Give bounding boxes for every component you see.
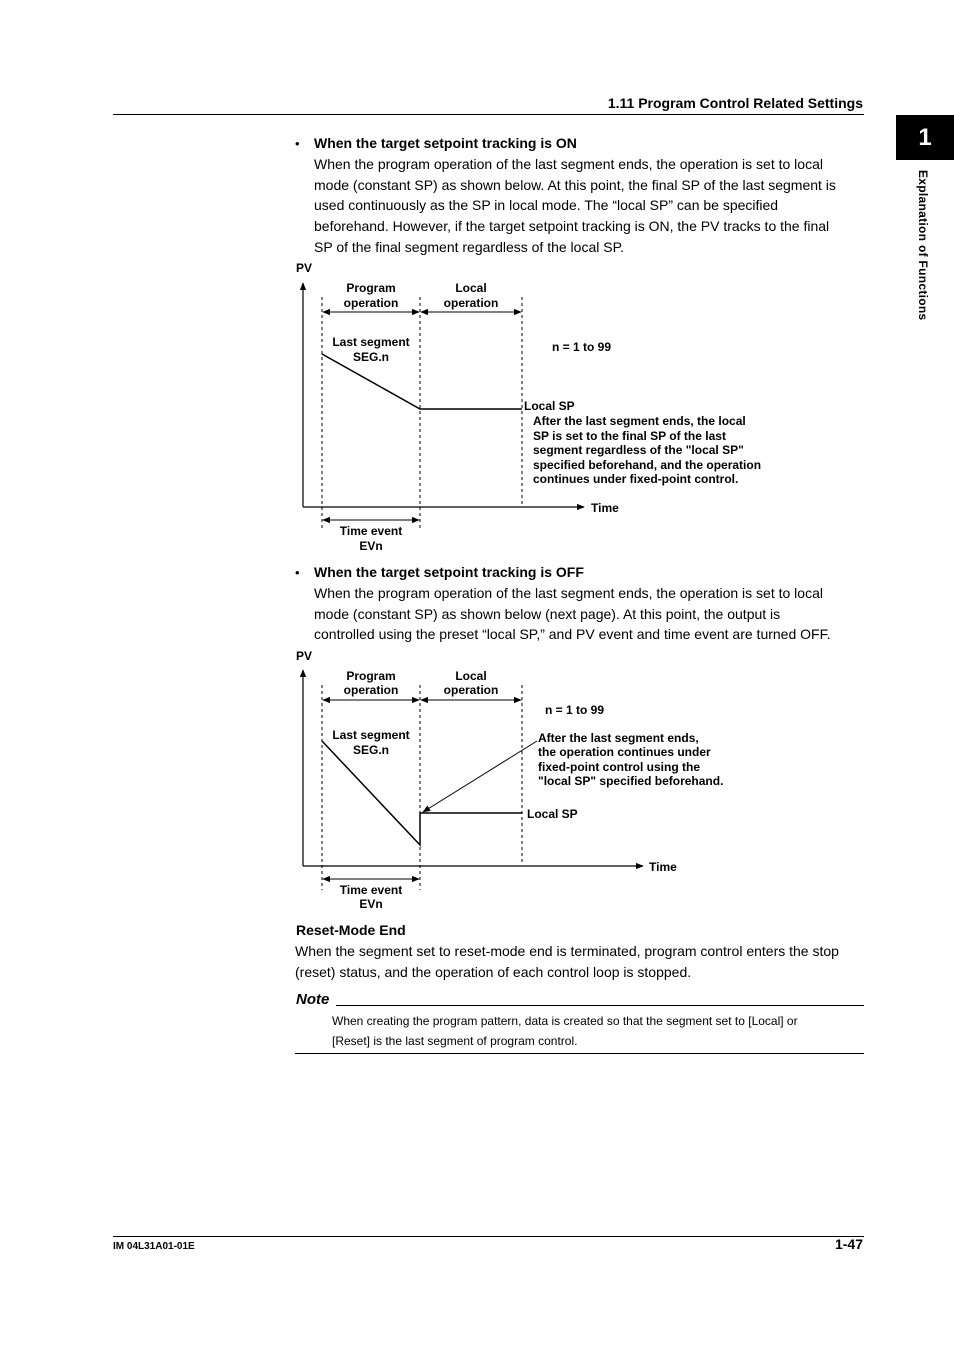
- callout-text: SP is set to the final SP of the last: [533, 429, 726, 443]
- document-id: IM 04L31A01-01E: [113, 1241, 195, 1252]
- reset-mode-heading: Reset-Mode End: [296, 922, 406, 938]
- program-operation-label: operation: [343, 683, 399, 697]
- callout-text: "local SP" specified beforehand.: [538, 774, 724, 788]
- section-title: 1.11 Program Control Related Settings: [607, 95, 863, 111]
- bullet: •: [295, 136, 300, 151]
- callout-arrow: [423, 741, 537, 812]
- time-event-label: Time event: [339, 524, 403, 538]
- footer-rule: [113, 1236, 864, 1237]
- tracking-off-heading: When the target setpoint tracking is OFF: [314, 564, 584, 580]
- time-axis-label: Time: [591, 501, 619, 515]
- callout-text: segment regardless of the "local SP": [533, 443, 744, 457]
- chapter-side-label: Explanation of Functions: [916, 170, 930, 321]
- last-segment-label: Last segment: [332, 335, 410, 349]
- bullet: •: [295, 565, 300, 580]
- time-event-label: EVn: [359, 897, 383, 911]
- local-operation-label: operation: [443, 296, 499, 310]
- header-rule: [113, 114, 864, 115]
- note-rule: [336, 1005, 864, 1006]
- callout-text: specified beforehand, and the operation: [533, 458, 762, 472]
- note-title: Note: [296, 991, 330, 1008]
- tracking-on-heading: When the target setpoint tracking is ON: [314, 135, 577, 151]
- last-segment-label: SEG.n: [352, 350, 390, 364]
- program-operation-label: Program: [346, 281, 396, 295]
- callout-text: the operation continues under: [538, 745, 711, 759]
- local-operation-label: Local: [455, 669, 487, 683]
- callout-text: After the last segment ends,: [538, 731, 699, 745]
- last-segment-label: SEG.n: [352, 743, 390, 757]
- tracking-off-paragraph: When the program operation of the last segment ends, the operation is set to local mode (constant SP) as shown below (next page). At this point, the output is controlled using the preset “local SP,” and PV event and time event are turned OFF.: [314, 585, 831, 643]
- local-sp-label: Local SP: [524, 399, 575, 413]
- callout-text: After the last segment ends, the local: [533, 414, 746, 428]
- tracking-off-diagram: [290, 646, 810, 916]
- page-number: 1-47: [834, 1236, 863, 1252]
- time-axis-label: Time: [649, 860, 677, 874]
- reset-mode-paragraph: When the segment set to reset-mode end is terminated, program control enters the stop (reset) status, and the operation of each control loop is stopped.: [295, 943, 839, 980]
- note-text: When creating the program pattern, data is created so that the segment set to [Local] or [Reset] is the last segment of program control.: [332, 1014, 798, 1048]
- time-event-label: EVn: [359, 539, 383, 553]
- local-operation-label: operation: [443, 683, 499, 697]
- pv-axis-label: PV: [296, 261, 313, 275]
- last-segment-label: Last segment: [332, 728, 410, 742]
- local-operation-label: Local: [455, 281, 487, 295]
- chapter-tab: 1: [896, 115, 954, 160]
- time-event-label: Time event: [339, 883, 403, 897]
- program-operation-label: Program: [346, 669, 396, 683]
- program-operation-label: operation: [343, 296, 399, 310]
- note-rule: [295, 1053, 864, 1054]
- tracking-on-paragraph: When the program operation of the last segment ends, the operation is set to local mode (constant SP) as shown below. At this point, the final SP of the last segment is used continuously as the SP in local mode. The “local SP” can be specified beforehand. However, if the target setpoint tracking is ON, the PV tracks to the final SP of the final segment regardless of the local SP.: [314, 156, 836, 255]
- n-range-label: n = 1 to 99: [545, 703, 605, 717]
- tracking-on-diagram: [290, 258, 810, 558]
- callout-text: fixed-point control using the: [538, 760, 700, 774]
- n-range-label: n = 1 to 99: [552, 340, 612, 354]
- local-sp-label: Local SP: [527, 807, 578, 821]
- callout-text: continues under fixed-point control.: [533, 472, 739, 486]
- pv-axis-label: PV: [296, 649, 313, 663]
